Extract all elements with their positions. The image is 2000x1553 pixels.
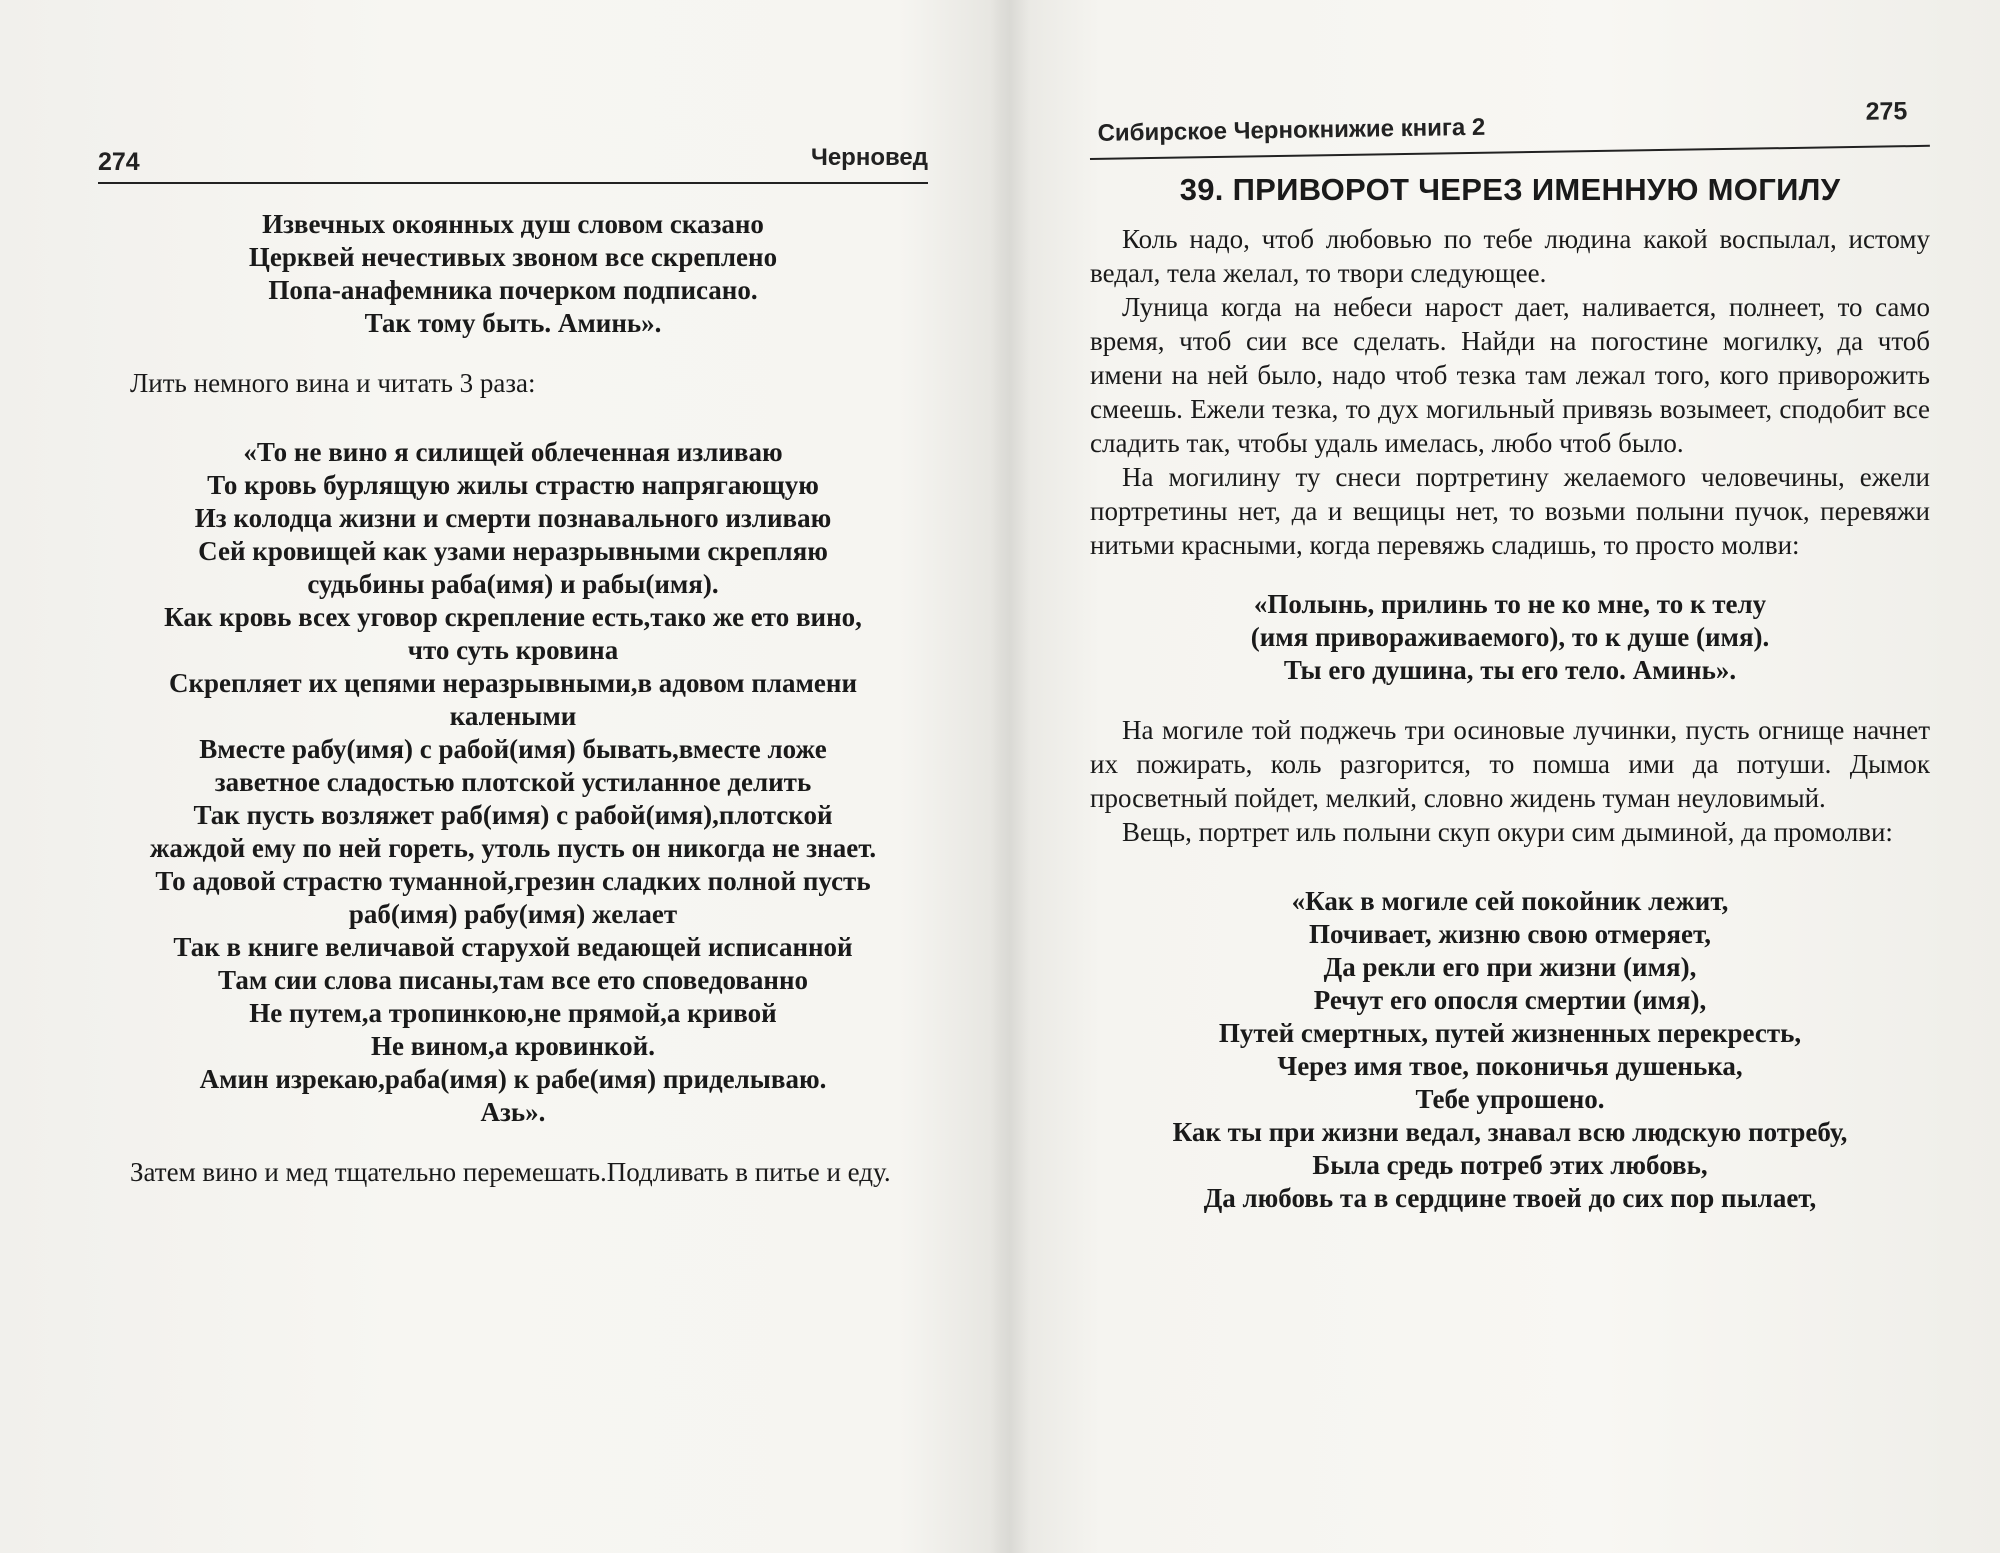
verse-line: Как кровь всех уговор скрепление есть,тако же ето вино, <box>164 602 862 632</box>
verse-line: (имя привораживаемого), то к душе (имя). <box>1250 622 1770 652</box>
verse-line: Да любовь та в сердцине твоей до сих пор пылает, <box>1203 1183 1817 1213</box>
spacer <box>98 400 928 436</box>
verse-line: Тебе упрошено. <box>1415 1084 1605 1114</box>
verse-line: Почивает, жизню свою отмеряет, <box>1309 919 1711 949</box>
verse-line: «Как в могиле сей покойник лежит, <box>1291 886 1729 916</box>
spacer <box>1090 562 1930 588</box>
right-running-header <box>1089 97 1930 160</box>
verse-line: судьбины раба(имя) и рабы(имя). <box>307 569 719 599</box>
verse-line: заветное сладостью плотской устиланное делить <box>214 767 812 797</box>
verse-line: раб(имя) рабу(имя) желает <box>348 899 678 929</box>
verse-line: То адовой страстю туманной,грезин сладких полной пусть <box>155 866 871 896</box>
verse-line: Не путем,а тропинкою,не прямой,а кривой <box>249 998 777 1028</box>
verse-line: Как ты при жизни ведал, знавал всю людскую потребу, <box>1172 1117 1848 1147</box>
verse-line: Церквей нечестивых звоном все скреплено <box>248 242 778 272</box>
right-header-title: Сибирское Чернокнижие книга 2 <box>1097 113 1486 147</box>
verse-line: Из колодца жизни и смерти познавального изливаю <box>194 503 832 533</box>
left-page <box>98 0 928 1189</box>
verse-line: Не вином,а кровинкой. <box>371 1031 655 1061</box>
verse-top <box>98 208 928 340</box>
body-paragraph: Луница когда на небеси нарост дает, наливается, полнеет, то само время, чтоб сии все сделать. Найди на погостине могилку, да чтоб имени на ней было, надо чтоб тезка там лежал того, кого приворожить смеешь. Ежели тезка, то дух могильный привязь возымеет, сподобит все сладить так, чтобы удаль имелась, любо чтоб было. <box>1090 292 1930 458</box>
body-paragraph: Вещь, портрет иль полыни скуп окури сим дыминой, да промолви: <box>1122 817 1893 847</box>
verse-line: Вместе рабу(имя) с рабой(имя) бывать,вместе ложе <box>199 734 827 764</box>
body-paragraph: На могилину ту снеси портретину желаемого человечины, ежели портретины нет, да и вещицы нет, то возьми полыни пучок, перевяжи нитьми красными, когда перевяжь сладишь, то просто молви: <box>1090 462 1930 560</box>
verse-line: Через имя твое, поконичья душенька, <box>1277 1051 1743 1081</box>
verse-line: Ты его душина, ты его тело. Аминь». <box>1283 655 1737 685</box>
verse-line: что суть кровина <box>407 635 619 665</box>
verse-line: Путей смертных, путей жизненных перекресть, <box>1218 1018 1802 1048</box>
verse-line: Была средь потреб этих любовь, <box>1312 1150 1708 1180</box>
verse-main <box>98 436 928 1129</box>
verse-line: То кровь бурлящую жилы страстю напрягающую <box>207 470 819 500</box>
verse-grave <box>1090 885 1930 1215</box>
verse-line: жаждой ему по ней гореть, утоль пусть он никогда не знает. <box>149 833 877 863</box>
verse-line: Там сии слова писаны,там все ето споведованно <box>217 965 809 995</box>
right-page-content <box>1090 170 1930 1215</box>
verse-line: Так тому быть. Аминь». <box>364 308 662 338</box>
spacer <box>98 1129 928 1155</box>
left-page-content <box>98 208 928 1189</box>
closing-paragraph: Затем вино и мед тщательно перемешать.Подливать в питье и еду. <box>130 1157 891 1187</box>
verse-line: Да рекли его при жизни (имя), <box>1323 952 1697 982</box>
left-running-header <box>98 138 928 184</box>
body-paragraph: На могиле той поджечь три осиновые лучинки, пусть огнище начнет их пожирать, коль разгорится, то помша ими да потуши. Дымок просветный пойдет, мелкий, словно жидень туман неуловимый. <box>1090 715 1930 813</box>
spacer <box>98 340 928 366</box>
verse-line: Сей кровищей как узами неразрывными скрепляю <box>198 536 828 566</box>
verse-line: Так пусть возляжет раб(имя) с рабой(имя),плотской <box>193 800 833 830</box>
verse-line: Так в книге величавой старухой ведающей исписанной <box>173 932 853 962</box>
verse-line: Скрепляет их цепями неразрывными,в адовом пламени <box>168 668 858 698</box>
body-paragraph: Коль надо, чтоб любовью по тебе людина какой воспылал, истому ведал, тела желал, то твори следующее. <box>1090 224 1930 288</box>
verse-line: «То не вино я силищей облеченная изливаю <box>243 437 783 467</box>
right-page <box>1090 0 1930 1215</box>
verse-line: Азь». <box>480 1097 546 1127</box>
verse-line: «Полынь, прилинь то не ко мне, то к телу <box>1253 589 1767 619</box>
book-gutter <box>990 0 1030 1553</box>
left-page-number: 274 <box>98 148 140 176</box>
right-page-number: 275 <box>1865 97 1908 126</box>
left-header-title: Черновед <box>810 144 928 171</box>
verse-line: Речут его опосля смертии (имя), <box>1313 985 1707 1015</box>
spacer <box>1090 687 1930 713</box>
spacer <box>1090 849 1930 885</box>
verse-line: Извечных окоянных душ словом сказано <box>262 209 764 239</box>
verse-polyn <box>1090 588 1930 687</box>
instruction-paragraph: Лить немного вина и читать 3 раза: <box>130 368 536 398</box>
verse-line: Амин изрекаю,раба(имя) к рабе(имя) приделываю. <box>199 1064 827 1094</box>
verse-line: Попа-анафемника почерком подписано. <box>268 275 758 305</box>
verse-line: калеными <box>449 701 577 731</box>
chapter-heading: 39. ПРИВОРОТ ЧЕРЕЗ ИМЕННУЮ МОГИЛУ <box>1179 172 1841 207</box>
